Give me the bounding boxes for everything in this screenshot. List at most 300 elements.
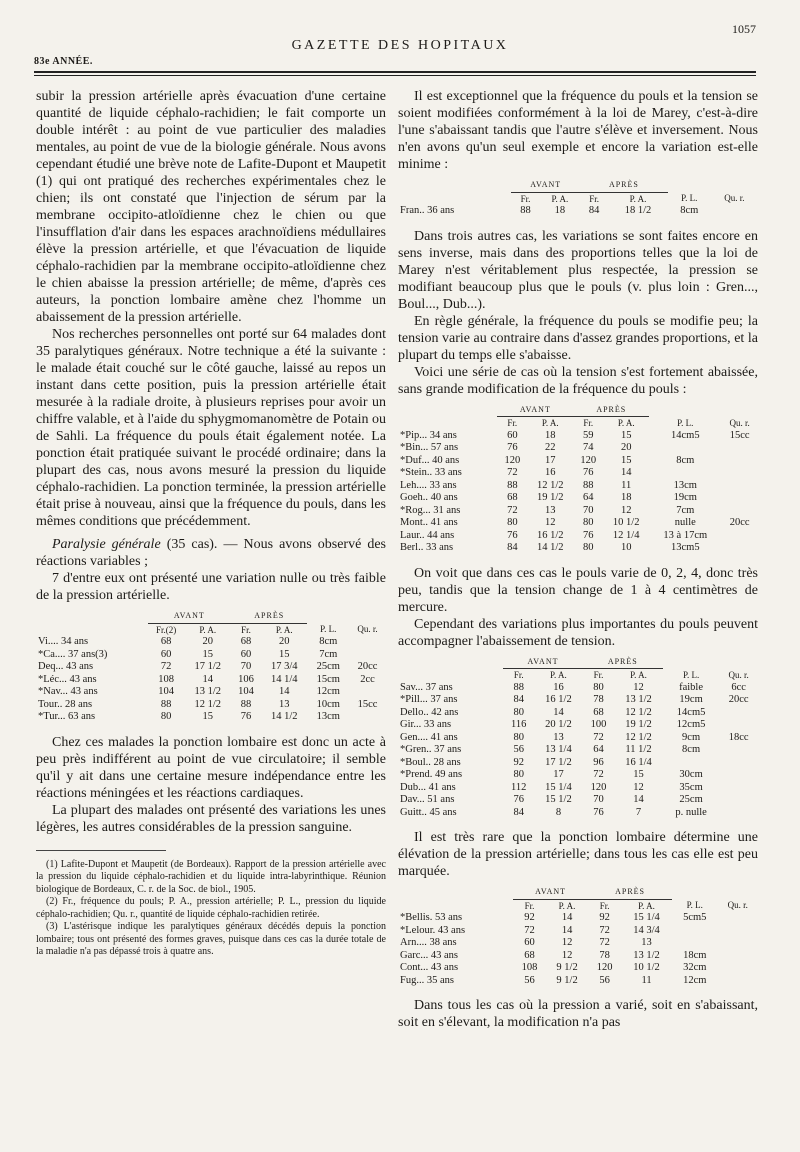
header-rule <box>34 71 756 73</box>
csf-pressure: 35cm <box>679 781 703 793</box>
pressure-before: 20 1/2 <box>545 719 572 730</box>
pulse-after: 120 <box>596 962 613 973</box>
table-row <box>398 794 758 807</box>
patient-name: *Ca.... 37 ans(3) <box>38 648 108 660</box>
pulse-after: 96 <box>593 756 604 768</box>
table-row <box>36 699 386 712</box>
pressure-before: 13 <box>545 504 556 516</box>
table-row <box>398 757 758 770</box>
pressure-before: 12 1/2 <box>194 698 222 710</box>
csf-quantity <box>718 912 758 925</box>
csf-quantity: 6cc <box>731 681 746 693</box>
csf-pressure: 19cm <box>679 694 703 705</box>
csf-pressure: 8cm <box>682 744 701 755</box>
pulse-before: 88 <box>520 205 531 216</box>
pressure-after: 11 <box>621 479 632 491</box>
column-spacer <box>398 656 503 669</box>
footnote: (3) L'astérisque indique les paralytiques généraux décédés depuis la ponction lombaire; tous ont présenté des formes graves, puisque dans ces cas la durée totale de la maladie n'a pas dépassé trois à quatre ans. <box>36 921 386 957</box>
column-header-fr: Fr. <box>599 900 610 911</box>
csf-quantity <box>349 649 386 662</box>
journal-year: 83e ANNÉE. <box>34 56 93 67</box>
pressure-after: 19 1/2 <box>625 719 652 730</box>
pressure-before: 13 1/4 <box>545 744 572 755</box>
pressure-after: 12 <box>633 781 644 793</box>
pulse-before: 92 <box>513 756 524 768</box>
table-row <box>398 925 758 938</box>
header-rule-thin <box>34 75 756 76</box>
patient-name: Fug... 35 ans <box>400 974 454 986</box>
paragraph: Cependant des variations plus importantes du pouls peuvent accompagner l'abaissement de tension. <box>398 616 758 649</box>
column-spacer <box>398 886 513 899</box>
column-group-avant: AVANT <box>148 610 231 623</box>
csf-pressure <box>663 757 720 770</box>
patient-name: Guitt.. 45 ans <box>400 806 457 818</box>
pressure-before: 17 1/2 <box>194 661 222 672</box>
pulse-before: 84 <box>507 542 518 553</box>
column-spacer <box>398 669 503 682</box>
csf-pressure: 13cm <box>673 479 697 491</box>
pulse-before: 108 <box>521 962 538 973</box>
pressure-before: 17 <box>545 454 556 466</box>
column-spacer <box>36 610 148 623</box>
patient-name: Sav... 37 ans <box>400 681 453 693</box>
pressure-before: 15 1/4 <box>545 781 572 793</box>
pulse-after: 80 <box>593 681 604 693</box>
column-header-fr: Fr. <box>583 418 594 428</box>
csf-quantity <box>719 719 758 732</box>
pulse-after: 84 <box>588 205 600 216</box>
pressure-before: 22 <box>545 442 556 453</box>
footnotes <box>36 859 386 959</box>
column-spacer <box>398 417 497 430</box>
pulse-before: 80 <box>513 731 524 743</box>
patient-name: Dello.. 42 ans <box>400 706 459 718</box>
pressure-after: 20 <box>620 442 632 453</box>
column-header-pa: P. A. <box>541 418 559 428</box>
column-header-pa: P. A. <box>558 900 576 911</box>
column-spacer <box>721 404 758 417</box>
pressure-after: 14 <box>633 794 644 805</box>
csf-quantity <box>718 937 758 950</box>
table-row <box>398 912 758 925</box>
patient-name: Dub... 41 ans <box>400 781 456 793</box>
pressure-after: 15 <box>278 648 290 660</box>
pulse-after: 72 <box>599 924 610 936</box>
patient-name: Deq... 43 ans <box>38 661 94 672</box>
table-row <box>398 937 758 950</box>
column-group-avant: AVANT <box>511 179 580 192</box>
paragraph: Nos recherches personnelles ont porté sur 64 malades dont 35 paralytiques généraux. Notre technique a été la suivante : le malade était couché sur le côté gauche, laissé au repos un instant dans cette position, puis la pression artérielle était mesurée à la radiale droite, à plusieurs reprises pour avoir un chiffre valable, et à l'aide du sphygmomanomètre de Potain ou de Sahli. La fréquence du pouls était également notée. La ponction était pratiquée suivant le procédé ordinaire; dans la plupart des cas, nous avons mesuré la pression du liquide céphalo-rachidien. La ponction terminée, la pression artérielle était prise à nouveau, ainsi que la fréquence du pouls, dans les mêmes conditions que précédemment. <box>36 327 386 529</box>
patient-name: *Stein.. 33 ans <box>400 467 462 478</box>
csf-pressure: 5cm5 <box>683 912 707 923</box>
pressure-before: 18 <box>545 429 556 441</box>
csf-pressure: 13cm <box>316 711 340 722</box>
csf-pressure: 18cm <box>683 949 707 961</box>
paragraph: Il est exceptionnel que la fréquence du pouls et la tension se soient modifiées conformément à la loi de Marey, c'est-à-dire l'une s'abaissant tandis que l'autre s'élève et inversement. Nous n'en avons qu'un seul exemple et encore la variation est-elle minime : <box>398 89 758 172</box>
csf-quantity: 18cc <box>728 731 749 743</box>
patient-name: *Bin... 57 ans <box>400 442 459 453</box>
table-row <box>398 467 758 480</box>
pulse-after: 68 <box>240 636 252 647</box>
csf-pressure: 8cm <box>676 454 695 466</box>
csf-pressure: p. nulle <box>675 806 707 818</box>
table-row <box>36 661 386 674</box>
table-row <box>398 517 758 530</box>
pulse-before: 72 <box>160 661 172 672</box>
table-row <box>398 492 758 505</box>
table-row <box>398 682 758 695</box>
pressure-before: 17 1/2 <box>545 756 572 768</box>
csf-quantity <box>721 492 758 505</box>
column-spacer <box>398 404 497 417</box>
csf-pressure: 19cm <box>673 492 697 503</box>
column-spacer <box>672 886 718 899</box>
column-header-pa: P. A. <box>638 900 655 911</box>
csf-pressure <box>649 442 721 455</box>
pulse-after: 72 <box>593 769 604 780</box>
paragraph: Dans tous les cas où la pression a varié, soit en s'abaissant, soit en s'élevant, la modification n'a pas <box>398 998 758 1030</box>
paragraph: Dans trois autres cas, les variations se sont faites encore en sens inverse, mais dans des proportions telles que la loi de Marey n'est véritablement plus respectée, la pression se modifiant beaucoup plus que le pouls (v. plus loin : Gren..., Boul..., Dub...). <box>398 228 758 312</box>
paragraph: On voit que dans ces cas le pouls varie de 0, 2, 4, donc très peu, tandis que la tension change de 1 à 4 centimètres de mercure. <box>398 565 758 615</box>
csf-pressure: 7cm <box>319 648 338 660</box>
column-group-apres: APRÈS <box>231 610 307 623</box>
column-header-pa: P. A. <box>629 193 647 204</box>
csf-pressure: 25cm <box>316 661 340 672</box>
column-spacer <box>307 610 349 623</box>
csf-quantity <box>719 782 758 795</box>
pressure-after: 14 <box>620 467 632 478</box>
patient-name: *Bellis. 53 ans <box>400 912 463 923</box>
pressure-after: 15 1/4 <box>633 912 660 923</box>
pulse-before: 72 <box>507 504 518 516</box>
pressure-before: 16 1/2 <box>537 529 564 541</box>
pulse-before: 76 <box>507 529 518 541</box>
column-header-pl: P. L. <box>320 624 337 634</box>
pulse-after: 70 <box>240 661 252 672</box>
pulse-before: 72 <box>507 467 518 478</box>
patient-name: *Tur... 63 ans <box>38 711 96 722</box>
table-row <box>398 430 758 443</box>
column-spacer <box>398 899 513 912</box>
csf-quantity <box>719 707 758 720</box>
pressure-after: 12 <box>633 681 644 693</box>
pressure-after: 13 1/2 <box>633 949 660 961</box>
pressure-before: 12 <box>545 517 556 528</box>
patient-name: *Prend. 49 ans <box>400 769 463 780</box>
pulse-after: 78 <box>599 949 610 961</box>
paragraph: En règle générale, la fréquence du pouls se modifie peu; la tension varie au contraire dans d'assez grandes proportions, et la plupart du temps elle s'abaisse. <box>398 313 758 363</box>
pressure-after: 10 1/2 <box>633 962 660 973</box>
pressure-after: 18 <box>620 492 632 503</box>
column-spacer <box>719 656 758 669</box>
csf-quantity <box>719 794 758 807</box>
left-column <box>36 88 386 959</box>
paragraph: La plupart des malades ont présenté des variations les unes légères, les autres considérables de la pression sanguine. <box>36 802 386 835</box>
patient-name: Berl.. 33 ans <box>400 542 454 553</box>
csf-pressure <box>672 925 718 938</box>
csf-quantity <box>719 757 758 770</box>
table-row <box>36 711 386 724</box>
pulse-before: 60 <box>524 937 535 948</box>
pressure-before: 9 1/2 <box>556 974 578 986</box>
pressure-before: 16 1/2 <box>545 694 572 705</box>
csf-pressure: 10cm <box>316 698 340 710</box>
pulse-after: 78 <box>593 694 604 705</box>
pulse-after: 68 <box>593 706 604 718</box>
column-spacer <box>663 656 720 669</box>
patient-name: *Boul.. 28 ans <box>400 756 461 768</box>
table-row <box>398 732 758 745</box>
pressure-after: 13 1/2 <box>625 694 652 705</box>
patient-name: *Léc... 43 ans <box>38 673 97 685</box>
column-group-apres: APRÈS <box>583 656 663 669</box>
csf-quantity: 15cc <box>729 429 750 441</box>
table-row <box>398 707 758 720</box>
table-row <box>36 649 386 662</box>
pulse-after: 120 <box>590 781 607 793</box>
pressure-after: 16 1/4 <box>625 756 652 768</box>
csf-quantity <box>349 636 386 649</box>
csf-pressure: 7cm <box>676 504 695 516</box>
pressure-before: 14 <box>561 924 573 936</box>
patient-name: Mont.. 41 ans <box>400 517 458 528</box>
csf-pressure: 9cm <box>682 731 701 743</box>
pressure-before: 14 1/2 <box>537 542 564 553</box>
csf-quantity <box>721 542 758 555</box>
csf-pressure: 14cm5 <box>671 429 700 441</box>
column-header-fr: Fr. <box>593 670 604 680</box>
csf-pressure: nulle <box>674 517 696 528</box>
patient-name: *Rog... 31 ans <box>400 504 461 516</box>
csf-quantity: 20cc <box>729 517 750 528</box>
pulse-before: 92 <box>524 912 535 923</box>
column-header-qur: Qu. r. <box>357 624 378 634</box>
patient-name: Goeh.. 40 ans <box>400 492 458 503</box>
pulse-before: 80 <box>160 711 172 722</box>
column-header-pa: P. A. <box>551 193 569 204</box>
data-table <box>398 886 758 987</box>
pulse-before: 112 <box>511 781 527 793</box>
column-header-qur: Qu. r. <box>724 193 745 203</box>
pulse-before: 120 <box>504 454 521 466</box>
data-table <box>398 179 758 218</box>
column-spacer <box>398 179 511 192</box>
csf-quantity <box>719 807 758 820</box>
table-row <box>398 542 758 555</box>
pulse-after: 70 <box>593 794 604 805</box>
pulse-before: 104 <box>158 686 174 697</box>
pulse-before: 68 <box>524 949 535 961</box>
csf-quantity: 15cc <box>357 698 378 710</box>
pulse-after: 59 <box>582 429 594 441</box>
patient-name: Laur.. 44 ans <box>400 529 455 541</box>
pressure-before: 14 <box>561 912 573 923</box>
column-group-avant: AVANT <box>497 404 573 417</box>
column-header-pa: P. A. <box>617 418 635 428</box>
pressure-after: 17 3/4 <box>270 661 298 672</box>
pressure-before: 16 <box>553 681 564 693</box>
patient-name: Cont... 43 ans <box>400 962 459 973</box>
right-column <box>398 88 758 1031</box>
pulse-after: 76 <box>593 806 604 818</box>
table-row <box>36 636 386 649</box>
pulse-after: 74 <box>582 442 594 453</box>
pressure-after: 10 <box>620 542 632 553</box>
csf-quantity <box>349 711 386 724</box>
csf-pressure <box>672 937 718 950</box>
pulse-before: 76 <box>507 442 518 453</box>
csf-quantity: 2cc <box>360 673 375 685</box>
pulse-after: 120 <box>580 454 597 466</box>
table-row <box>398 744 758 757</box>
pulse-before: 84 <box>513 694 524 705</box>
pulse-before: 60 <box>507 429 518 441</box>
pulse-before: 88 <box>160 698 172 710</box>
csf-quantity <box>349 686 386 699</box>
column-header-fr: Fr. <box>589 193 600 204</box>
table-row <box>398 530 758 543</box>
footnote: (1) Lafite-Dupont et Maupetit (de Bordeaux). Rapport de la pression artérielle avec la pression du liquide céphalo-rachidien et du liquide intra-labyrinthique. Réunion biologique de Bordeaux, C. r. de la Soc. de biol., 1905. <box>36 858 386 895</box>
table-row <box>398 975 758 988</box>
pressure-before: 15 <box>202 648 213 660</box>
table-row <box>398 480 758 493</box>
pulse-after: 106 <box>238 673 254 685</box>
pressure-before: 17 <box>553 769 564 780</box>
pressure-after: 14 3/4 <box>633 924 660 936</box>
journal-title: GAZETTE DES HOPITAUX <box>291 38 509 53</box>
column-header-fr: Fr. <box>524 900 535 911</box>
pulse-after: 72 <box>593 731 604 743</box>
pulse-before: 80 <box>507 517 518 528</box>
pressure-before: 19 1/2 <box>537 492 564 503</box>
column-group-apres: APRÈS <box>573 404 649 417</box>
pressure-after: 11 <box>641 974 652 986</box>
csf-pressure: faible <box>679 681 704 693</box>
column-header-fr: Fr.(2) <box>155 624 177 635</box>
pulse-after: 76 <box>240 711 252 722</box>
column-group-avant: AVANT <box>513 886 588 899</box>
pressure-after: 14 1/2 <box>270 711 298 722</box>
pressure-before: 8 <box>555 806 562 818</box>
column-spacer <box>36 623 148 636</box>
pulse-before: 56 <box>513 744 524 755</box>
column-header-pl: P. L. <box>686 900 703 910</box>
column-group-apres: APRÈS <box>580 179 668 192</box>
pulse-after: 64 <box>582 492 594 503</box>
table-row <box>398 694 758 707</box>
pulse-before: 68 <box>160 636 172 647</box>
pulse-before: 68 <box>507 492 518 503</box>
table-row <box>398 455 758 468</box>
column-header-pa: P. A. <box>199 624 217 635</box>
pulse-before: 72 <box>524 924 535 936</box>
pulse-after: 56 <box>599 974 610 986</box>
data-table <box>398 404 758 555</box>
csf-quantity <box>719 744 758 757</box>
pulse-after: 104 <box>238 686 254 697</box>
csf-pressure: 30cm <box>679 769 703 780</box>
column-header-pl: P. L. <box>682 669 700 680</box>
patient-name: Dav... 51 ans <box>400 794 455 805</box>
csf-quantity <box>718 925 758 938</box>
pressure-before: 12 <box>561 937 573 948</box>
table-row <box>398 442 758 455</box>
column-header-fr: Fr. <box>520 193 531 204</box>
pressure-before: 9 1/2 <box>556 962 578 973</box>
pulse-before: 56 <box>524 974 535 986</box>
pulse-after: 80 <box>582 517 594 528</box>
csf-pressure: 32cm <box>683 962 707 973</box>
pressure-after: 11 1/2 <box>625 744 652 755</box>
pressure-after: 12 1/2 <box>625 706 652 718</box>
patient-name: Gen.... 41 ans <box>400 731 458 743</box>
csf-quantity: 20cc <box>728 694 749 705</box>
csf-quantity <box>711 205 758 218</box>
column-group-apres: APRÈS <box>588 886 672 899</box>
column-header-pa: P. A. <box>630 670 647 680</box>
paragraph: Voici une série de cas où la tension s'est fortement abaissée, sans grande modification de la fréquence du pouls : <box>398 364 758 397</box>
paragraph: Il est très rare que la ponction lombaire détermine une élévation de la pression artérielle; dans tous les cas elle est peu marquée. <box>398 830 758 879</box>
table-row <box>398 950 758 963</box>
pressure-before: 13 1/2 <box>194 686 222 697</box>
pulse-before: 76 <box>513 794 524 805</box>
patient-name: Tour.. 28 ans <box>38 698 93 710</box>
csf-pressure: 13 à 17cm <box>663 529 708 541</box>
csf-pressure: 12cm5 <box>676 719 706 730</box>
pulse-before: 88 <box>507 479 518 491</box>
table-row <box>398 505 758 518</box>
column-header-pl: P. L. <box>677 417 694 428</box>
column-spacer <box>349 610 386 623</box>
pressure-after: 20 <box>278 636 290 647</box>
pulse-after: 76 <box>582 467 594 478</box>
pulse-after: 60 <box>240 648 252 660</box>
csf-pressure: 15cm <box>316 673 340 685</box>
csf-quantity <box>721 505 758 518</box>
pulse-before: 108 <box>158 673 174 685</box>
pressure-after: 10 1/2 <box>612 517 640 528</box>
csf-quantity <box>718 950 758 963</box>
csf-quantity <box>721 442 758 455</box>
pressure-after: 18 1/2 <box>624 205 652 216</box>
column-spacer <box>649 404 721 417</box>
pressure-after: 14 <box>278 686 290 697</box>
pressure-after: 13 <box>278 698 290 710</box>
patient-name: Arn.... 38 ans <box>400 937 457 948</box>
column-spacer <box>711 179 758 192</box>
patient-name: *Pip... 34 ans <box>400 429 457 441</box>
column-header-fr: Fr. <box>507 418 518 428</box>
pressure-after: 12 1/4 <box>612 529 640 541</box>
csf-quantity <box>721 480 758 493</box>
column-header-qur: Qu. r. <box>727 900 748 910</box>
pressure-before: 12 <box>561 949 573 961</box>
csf-pressure: 25cm <box>679 794 703 805</box>
patient-name: Vi.... 34 ans <box>38 636 89 647</box>
pressure-after: 7 <box>635 806 642 818</box>
table-row <box>36 674 386 687</box>
column-header-fr: Fr. <box>513 670 524 680</box>
data-table <box>36 610 386 724</box>
column-header-fr: Fr. <box>241 624 251 635</box>
pulse-before: 116 <box>511 719 527 730</box>
csf-quantity: 20cc <box>357 661 378 672</box>
pulse-after: 92 <box>599 912 610 923</box>
pulse-before: 80 <box>513 706 524 718</box>
csf-quantity <box>721 530 758 543</box>
pulse-after: 70 <box>582 504 594 516</box>
csf-pressure: 12cm <box>316 686 340 697</box>
